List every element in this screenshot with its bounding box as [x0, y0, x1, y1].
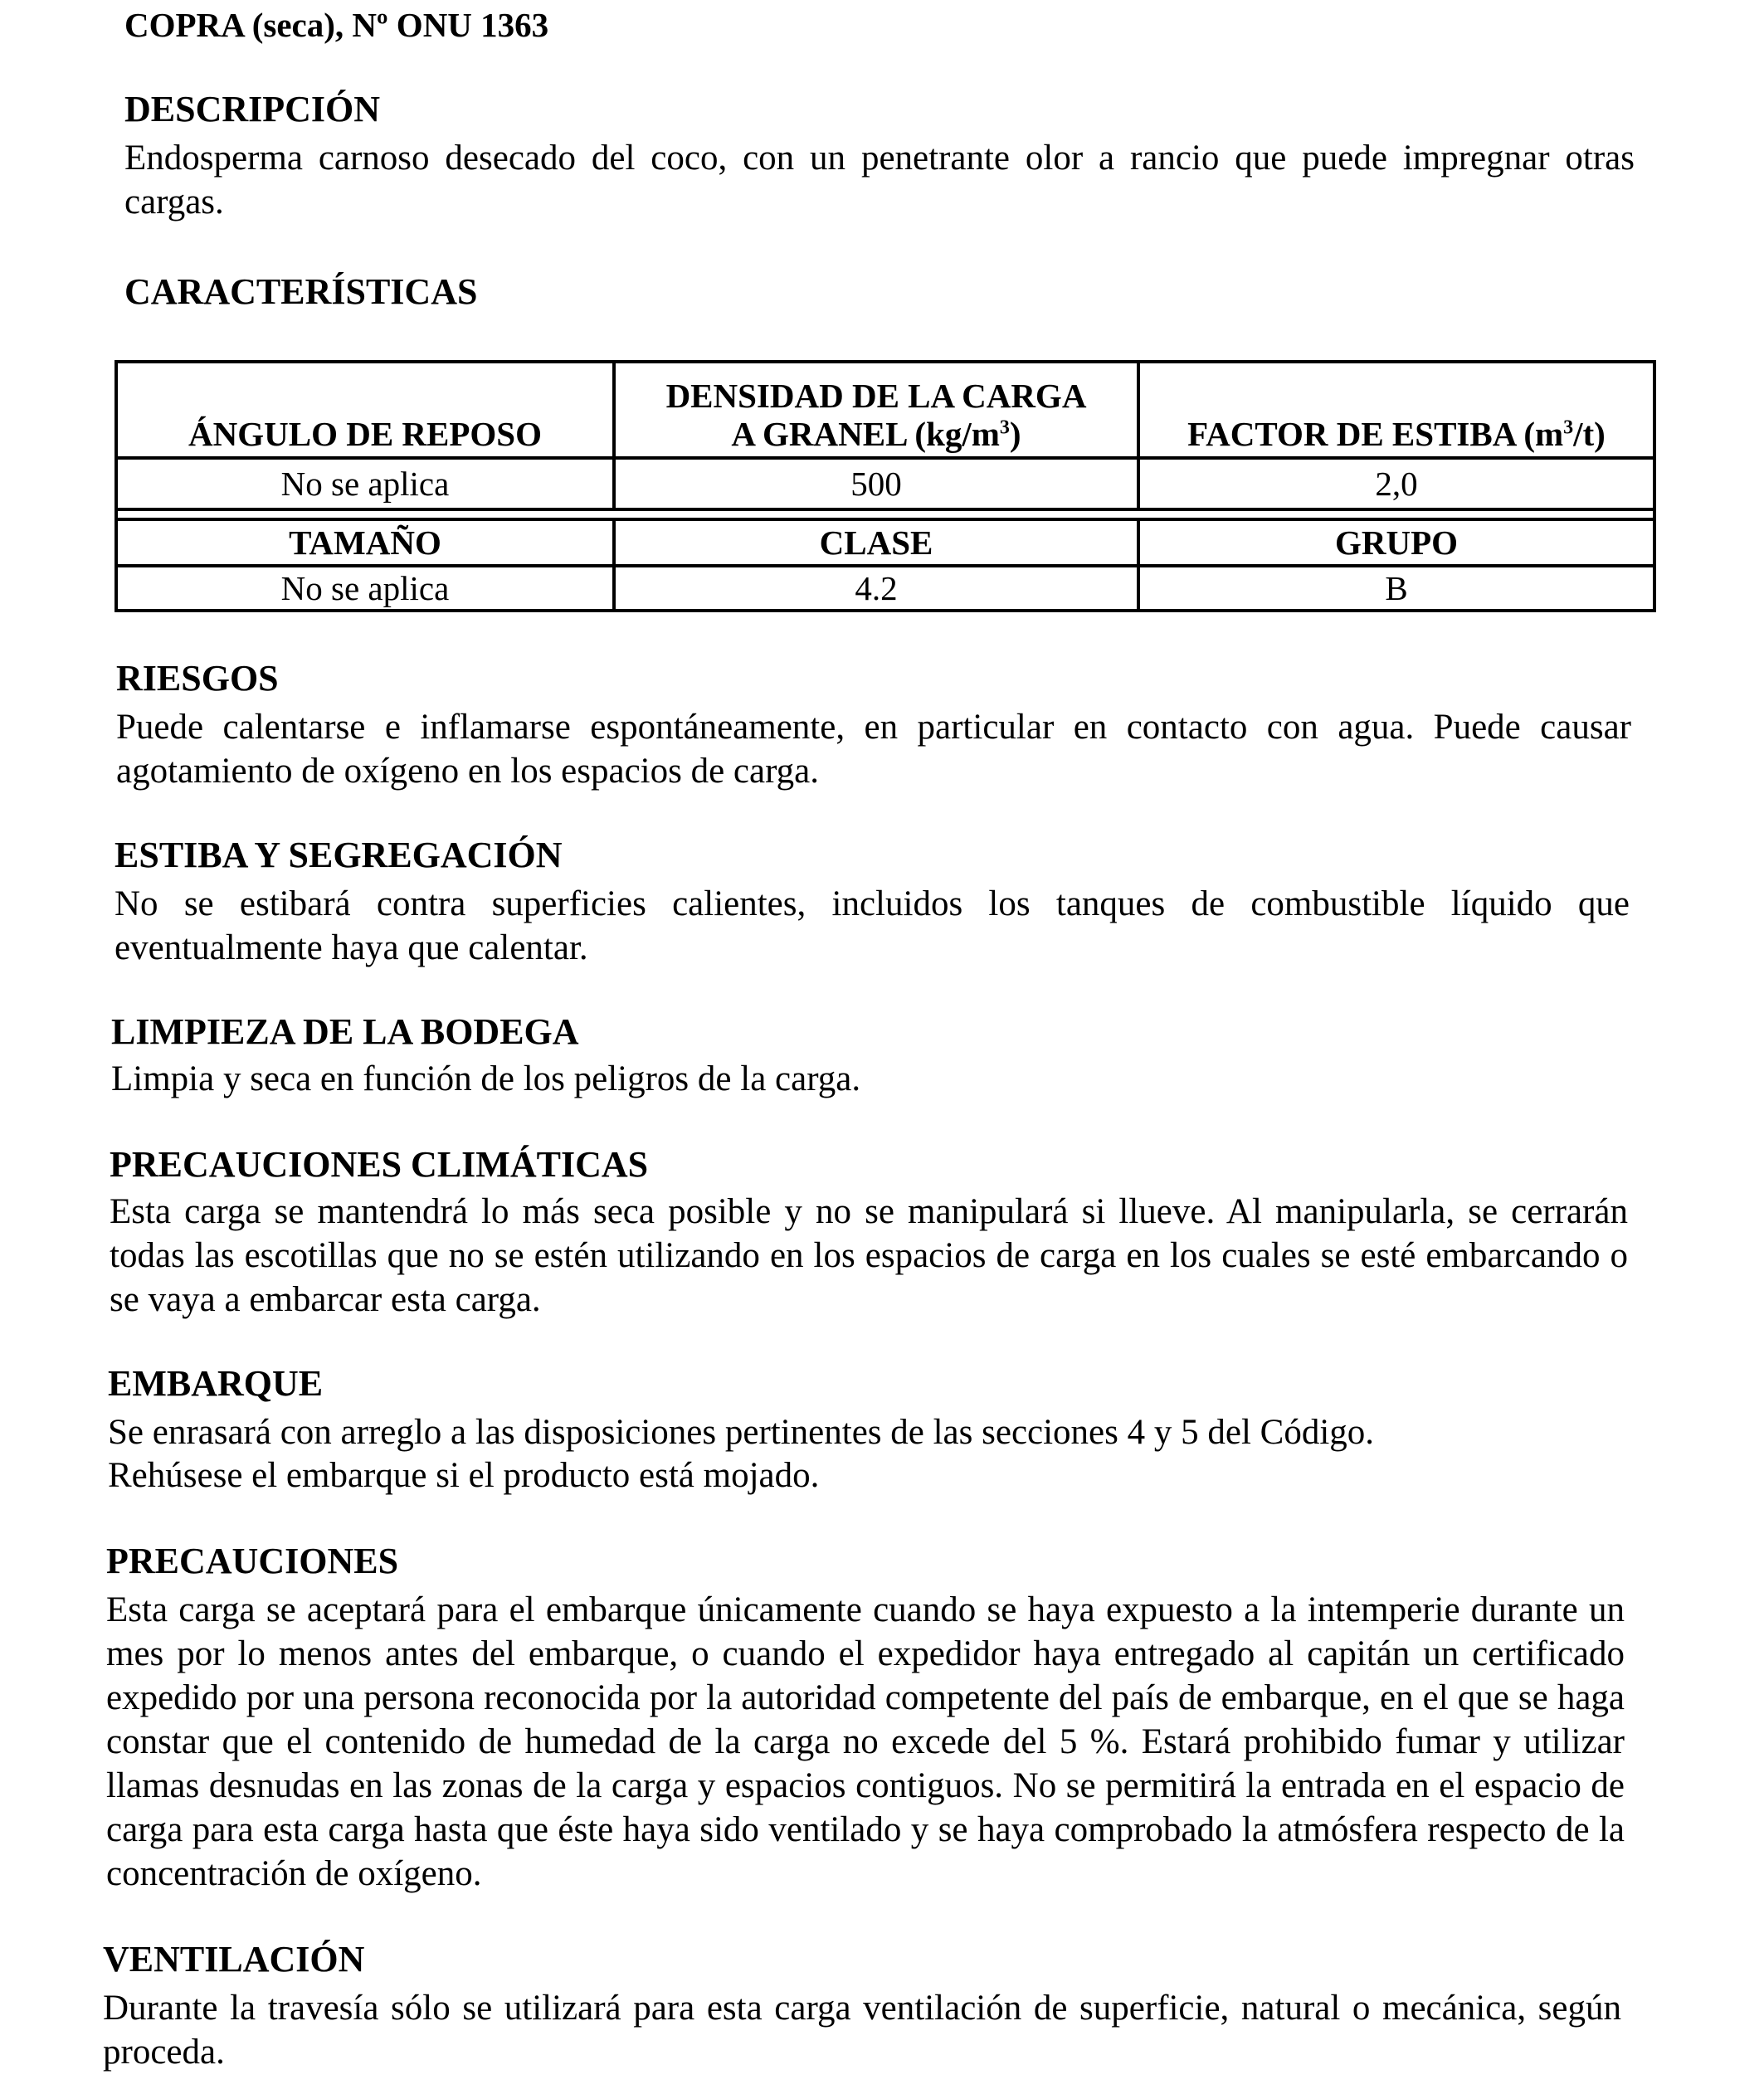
text-ventilacion: Durante la travesía sólo se utilizará para esta carga ventilación de superficie, natural o mecánica, según proceda.	[103, 1989, 1621, 2072]
heading-descripcion: DESCRIPCIÓN	[124, 89, 381, 129]
table-header-row	[116, 362, 1654, 458]
text-estiba: No se estibará contra superficies calientes, incluidos los tanques de combustible líquido que eventualmente haya que calentar.	[115, 884, 1630, 967]
value-densidad: 500	[614, 458, 1138, 509]
page-title: COPRA (seca), Nº ONU 1363	[124, 6, 549, 44]
header-angulo: ÁNGULO DE REPOSO	[116, 362, 614, 458]
heading-embarque: EMBARQUE	[108, 1363, 324, 1404]
value-angulo: No se aplica	[116, 458, 614, 509]
heading-climaticas: PRECAUCIONES CLIMÁTICAS	[110, 1144, 649, 1185]
heading-caracteristicas: CARACTERÍSTICAS	[124, 271, 478, 312]
table-row	[116, 458, 1654, 509]
text-embarque-line1: Se enrasará con arreglo a las disposiciones pertinentes de las secciones 4 y 5 del Código.	[108, 1413, 1375, 1452]
header-factor: FACTOR DE ESTIBA $(m^3/t)$	[1138, 362, 1654, 458]
table-separator	[116, 509, 1654, 519]
text-climaticas: Esta carga se mantendrá lo más seca posible y no se manipulará si llueve. Al manipularla, se cerrarán todas las escotillas que no se estén utilizando en los espacios de carga en los cuales se esté embarcando o se vaya a embarcar esta carga.	[110, 1192, 1628, 1319]
heading-precauciones: PRECAUCIONES	[106, 1541, 399, 1581]
value-grupo: B	[1138, 566, 1654, 611]
text-precauciones: Esta carga se aceptará para el embarque únicamente cuando se haya expuesto a la intemperie durante un mes por lo menos antes del embarque, o cuando el expedidor haya entregado al capitán un certificado expedido por una persona reconocida por la autoridad competente del país de embarque, en el que se haga constar que el contenido de humedad de la carga no excede del 5 %. Estará prohibido fumar y utilizar llamas desnudas en las zonas de la carga y espacios contiguos. No se permitirá la entrada en el espacio de carga para esta carga hasta que éste haya sido ventilado y se haya comprobado la atmósfera respecto de la concentración de oxígeno.	[106, 1590, 1625, 1893]
text-limpieza: Limpia y seca en función de los peligros de la carga.	[111, 1059, 861, 1098]
heading-estiba: ESTIBA Y SEGREGACIÓN	[115, 835, 563, 875]
heading-ventilacion: VENTILACIÓN	[103, 1939, 365, 1979]
text-riesgos: Puede calentarse e inflamarse espontáneamente, en particular en contacto con agua. Puede causar agotamiento de oxígeno en los espacios de carga.	[116, 708, 1631, 791]
header-densidad: DENSIDAD DE LA CARGA A GRANEL $(kg/m^3)$	[614, 362, 1138, 458]
table-header-row	[116, 519, 1654, 566]
separator-cell	[116, 509, 1654, 519]
value-tamano: No se aplica	[116, 566, 614, 611]
value-factor: 2,0	[1138, 458, 1654, 509]
characteristics-table	[115, 360, 1656, 612]
text-descripcion: Endosperma carnoso desecado del coco, con un penetrante olor a rancio que puede impregnar otras cargas.	[124, 139, 1635, 222]
header-grupo: GRUPO	[1138, 519, 1654, 566]
heading-riesgos: RIESGOS	[116, 658, 279, 699]
value-clase: 4.2	[614, 566, 1138, 611]
text-embarque-line2: Rehúsese el embarque si el producto está mojado.	[108, 1456, 820, 1495]
table-row	[116, 566, 1654, 611]
header-clase: CLASE	[614, 519, 1138, 566]
header-tamano: TAMAÑO	[116, 519, 614, 566]
heading-limpieza: LIMPIEZA DE LA BODEGA	[111, 1011, 579, 1052]
